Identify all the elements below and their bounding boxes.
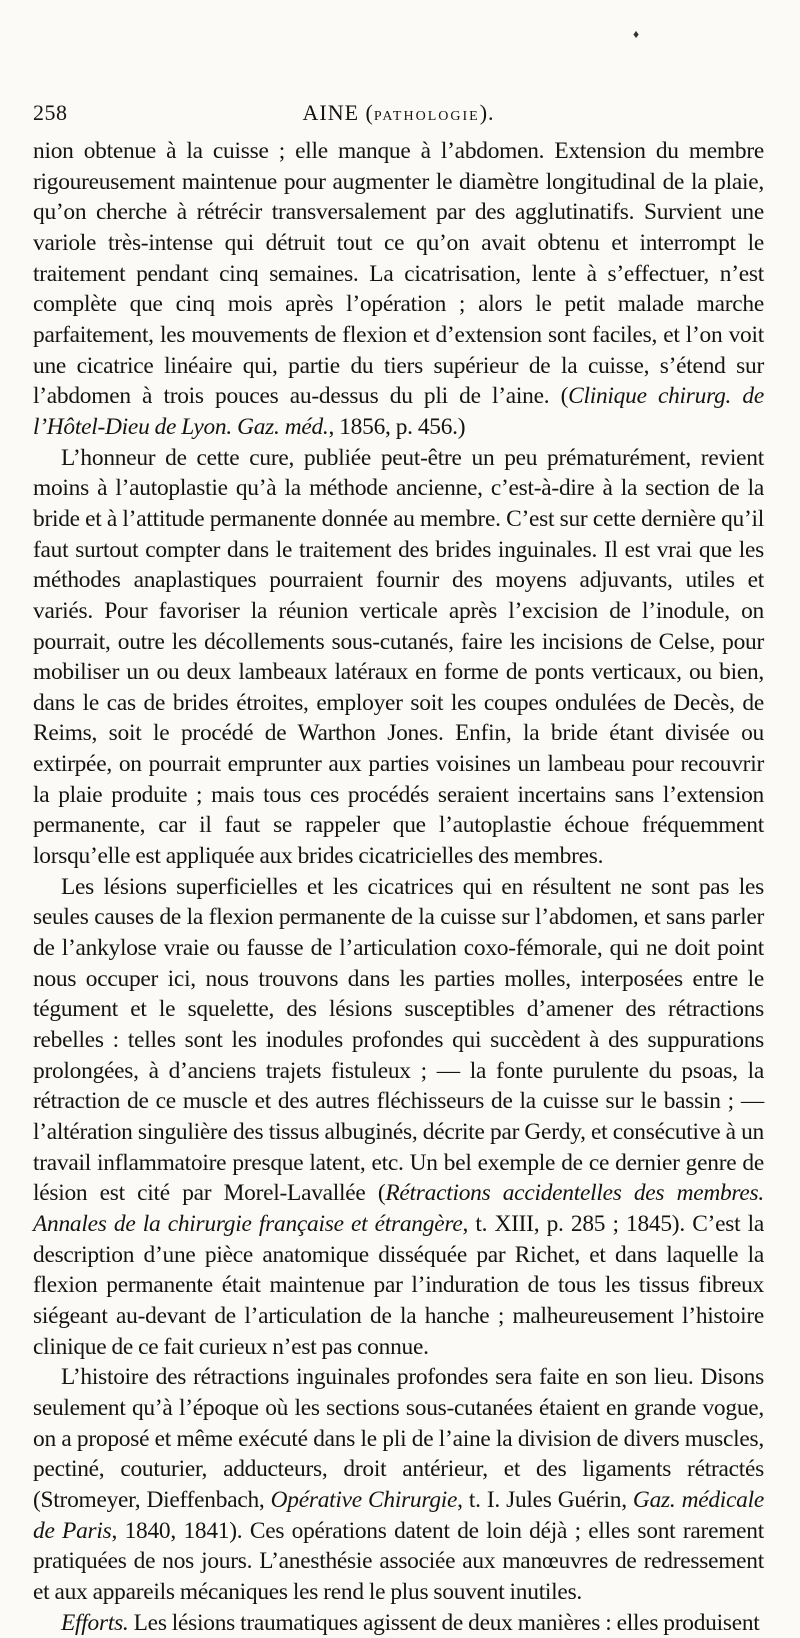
- running-header: [33, 100, 764, 126]
- paragraph-4: [33, 1362, 764, 1607]
- running-title-smallcaps: PATHOLOGIE: [374, 109, 480, 124]
- paragraph-1-citation: Clinique chirurg. de l’Hôtel-Dieu de Lyon. Gaz. méd.: [33, 383, 764, 440]
- page-number: 258: [33, 100, 68, 126]
- paragraph-4-text-c: , 1840, 1841). Ces opérations datent de loin déjà ; elles sont rarement pratiquées de nos jours. L’anesthésie associée aux manœuvres de redressement et aux appareils mécaniques les rend le plus souvent inutiles.: [33, 1518, 764, 1605]
- running-title-main: AINE: [302, 100, 359, 125]
- paragraph-3: [33, 872, 764, 1363]
- paragraph-1-text-b: , 1856, p. 456.): [329, 414, 466, 440]
- paragraph-5: [33, 1608, 764, 1638]
- paragraph-1-text-a: nion obtenue à la cuisse ; elle manque à l’abdomen. Extension du membre rigoureusement maintenue pour augmenter le diamètre longitudinal de la plaie, qu’on cherche à rétrécir transversalement par des agglutinatifs. Survient une variole très-intense qui détruit tout ce qu’on avait obtenu et interrompt le traitement pendant cinq semaines. La cicatrisation, lente à s’effectuer, n’est complète que cinq mois après l’opération ; alors le petit malade marche parfaitement, les mouvements de flexion et d’extension sont faciles, et l’on voit une cicatrice linéaire qui, partie du tiers supérieur de la cuisse, s’étend sur l’abdomen à trois pouces au-dessus du pli de l’aine. (: [33, 138, 764, 409]
- paragraph-4-text-a: L’histoire des rétractions inguinales profondes sera faite en son lieu. Disons seulement qu’à l’époque où les sections sous-cutanées étaient en grande vogue, on a proposé et même exécuté dans le pli de l’aine la division de divers muscles, pectiné, couturier, adducteurs, droit antérieur, et des ligaments rétractés (Stromeyer, Dieffenbach,: [33, 1364, 764, 1513]
- paragraph-2: L’honneur de cette cure, publiée peut-être un peu prématurément, revient moins à l’autoplastie qu’à la méthode ancienne, c’est-à-dire à la section de la bride et à l’attitude permanente donnée au membre. C’est sur cette dernière qu’il faut surtout compter dans le traitement des brides inguinales. Il est vrai que les méthodes anaplastiques pourraient fournir des moyens adjuvants, utiles et variés. Pour favoriser la réunion verticale après l’excision de l’inodule, on pourrait, outre les décollements sous-cutanés, faire les incisions de Celse, pour mobiliser un ou deux lambeaux latéraux en forme de ponts verticaux, ou bien, dans le cas de brides étroites, employer soit les coupes ondulées de Decès, de Reims, soit le procédé de Warthon Jones. Enfin, la bride étant divisée ou extirpée, on pourrait emprunter aux parties voisines un lambeau pour recouvrir la plaie produite ; mais tous ces procédés seraient incertains sans l’extension permanente, car il faut se rappeler que l’autoplastie échoue fréquemment lorsqu’elle est appliquée aux brides cicatricielles des membres.: [33, 443, 764, 872]
- paragraph-1: [33, 136, 764, 443]
- paragraph-4-citation-a: Opérative Chirurgie: [271, 1487, 458, 1513]
- body-text: [33, 136, 764, 1638]
- running-title-open: (: [359, 100, 374, 125]
- running-title: [33, 100, 764, 130]
- paragraph-5-heading: Efforts.: [61, 1610, 129, 1636]
- running-title-close: ).: [480, 100, 495, 125]
- paragraph-4-citation-b: Gaz. médicale de Paris: [33, 1487, 764, 1544]
- paragraph-4-text-b: , t. I. Jules Guérin,: [457, 1487, 633, 1513]
- paragraph-3-citation: Rétractions accidentelles des membres. Annales de la chirurgie française et étrangère: [33, 1180, 764, 1237]
- print-speck: ♦: [633, 28, 639, 40]
- paragraph-3-text-b: , t. XIII, p. 285 ; 1845). C’est la description d’une pièce anatomique disséquée par Richet, et dans laquelle la flexion permanente était maintenue par l’induration de tous les tissus fibreux siégeant au-devant de l’articulation de la hanche ; malheureusement l’histoire clinique de ce fait curieux n’est pas connue.: [33, 1211, 764, 1360]
- paragraph-3-text-a: Les lésions superficielles et les cicatrices qui en résultent ne sont pas les seules causes de la flexion permanente de la cuisse sur l’abdomen, et sans parler de l’ankylose vraie ou fausse de l’articulation coxo-fémorale, qui ne doit point nous occuper ici, nous trouvons dans les parties molles, interposées entre le tégument et le squelette, des lésions susceptibles d’amener des rétractions rebelles : telles sont les inodules profondes qui succèdent à des suppurations prolongées, à d’anciens trajets fistuleux ; — la fonte purulente du psoas, la rétraction de ce muscle et des autres fléchisseurs de la cuisse sur le bassin ; — l’altération singulière des tissus albuginés, décrite par Gerdy, et consécutive à un travail inflammatoire presque latent, etc. Un bel exemple de ce dernier genre de lésion est cité par Morel-Lavallée (: [33, 874, 764, 1207]
- paragraph-5-text: Les lésions traumatiques agissent de deux manières : elles produisent: [129, 1610, 760, 1636]
